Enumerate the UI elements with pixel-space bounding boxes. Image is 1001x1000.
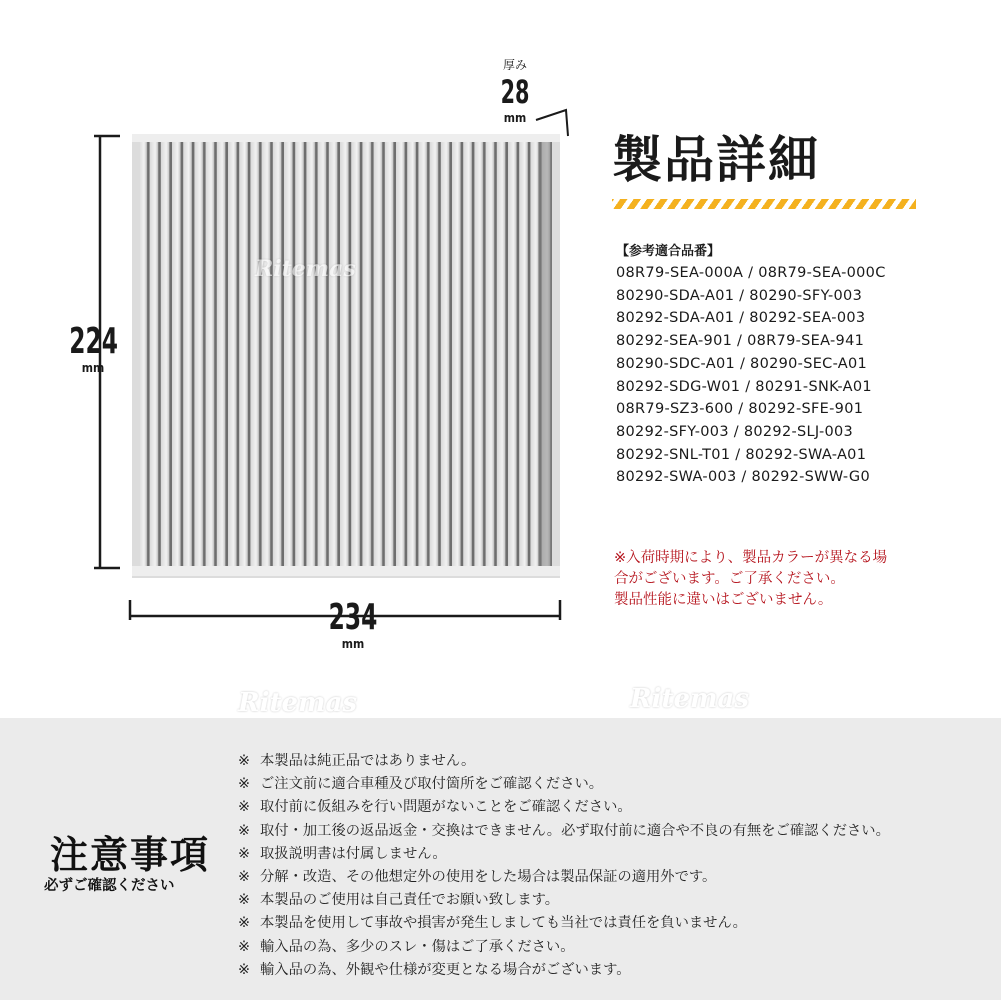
caution-list <box>238 750 890 982</box>
part-number-row: 80292-SFY-003 / 80292-SLJ-003 <box>616 423 854 440</box>
part-number-row: 08R79-SEA-000A / 08R79-SEA-000C <box>616 265 886 281</box>
detail-title: 製品詳細 <box>612 131 820 189</box>
caution-item: ※ 取扱説明書は付属しません。 <box>238 845 447 862</box>
caution-item: ※ 分解・改造、その他想定外の使用をした場合は製品保証の適用外です。 <box>238 869 717 886</box>
watermark: Ritemas <box>238 688 358 718</box>
caution-subtitle: 必ずご確認ください <box>44 878 175 894</box>
caution-title: 注意事項 <box>50 833 211 877</box>
part-number-row: 80290-SDC-A01 / 80290-SEC-A01 <box>616 355 868 372</box>
height-unit: mm <box>81 361 105 375</box>
thickness-dimension-line <box>536 110 568 136</box>
part-number-row: 80292-SEA-901 / 08R79-SEA-941 <box>616 333 865 350</box>
part-number-list <box>616 262 886 489</box>
part-number-row: 80292-SNL-T01 / 80292-SWA-A01 <box>616 446 867 463</box>
cabin-filter-image <box>60 40 580 640</box>
caution-item: ※ 輸入品の為、多少のスレ・傷はご了承ください。 <box>238 938 575 955</box>
thickness-value: 28 <box>500 73 530 111</box>
caution-item: ※ ご注文前に適合車種及び取付箇所をご確認ください。 <box>238 776 604 793</box>
part-number-row: 80290-SDA-A01 / 80290-SFY-003 <box>616 287 863 304</box>
caution-item: ※ 輸入品の為、外観や仕様が変更となる場合がございます。 <box>238 961 631 978</box>
width-unit: mm <box>341 637 365 651</box>
caution-item: ※ 本製品は純正品ではありません。 <box>238 753 476 769</box>
thickness-label: 厚み <box>502 58 527 72</box>
filter-pleats <box>140 138 552 570</box>
caution-item: ※ 本製品のご使用は自己責任でお願い致します。 <box>238 892 560 909</box>
part-number-row: 08R79-SZ3-600 / 80292-SFE-901 <box>616 401 864 418</box>
color-notice <box>614 548 887 611</box>
thickness-unit: mm <box>503 111 527 125</box>
notice-line: 製品性能に違いはございません。 <box>614 592 833 608</box>
caution-item: ※ 取付・加工後の返品返金・交換はできません。必ず取付前に適合や不良の有無をご確認ください。 <box>238 822 890 839</box>
reference-heading: 【参考適合品番】 <box>616 244 721 259</box>
watermark: Ritemas <box>630 684 750 714</box>
accent-stripe <box>612 199 916 209</box>
part-number-row: 80292-SDG-W01 / 80291-SNK-A01 <box>616 378 872 395</box>
caution-item: ※ 本製品を使用して事故や損害が発生しましても当社では責任を負いません。 <box>238 915 747 932</box>
notice-line: ※入荷時期により、製品カラーが異なる場 <box>614 550 888 566</box>
part-number-row: 80292-SWA-003 / 80292-SWW-G0 <box>616 469 870 486</box>
height-value: 224 <box>69 321 118 362</box>
watermark: Ritemas <box>255 256 356 282</box>
notice-line: 合がございます。ご了承ください。 <box>614 571 845 587</box>
width-value: 234 <box>328 597 378 638</box>
part-number-row: 80292-SDA-A01 / 80292-SEA-003 <box>616 310 866 327</box>
caution-item: ※ 取付前に仮組みを行い問題がないことをご確認ください。 <box>238 799 632 816</box>
